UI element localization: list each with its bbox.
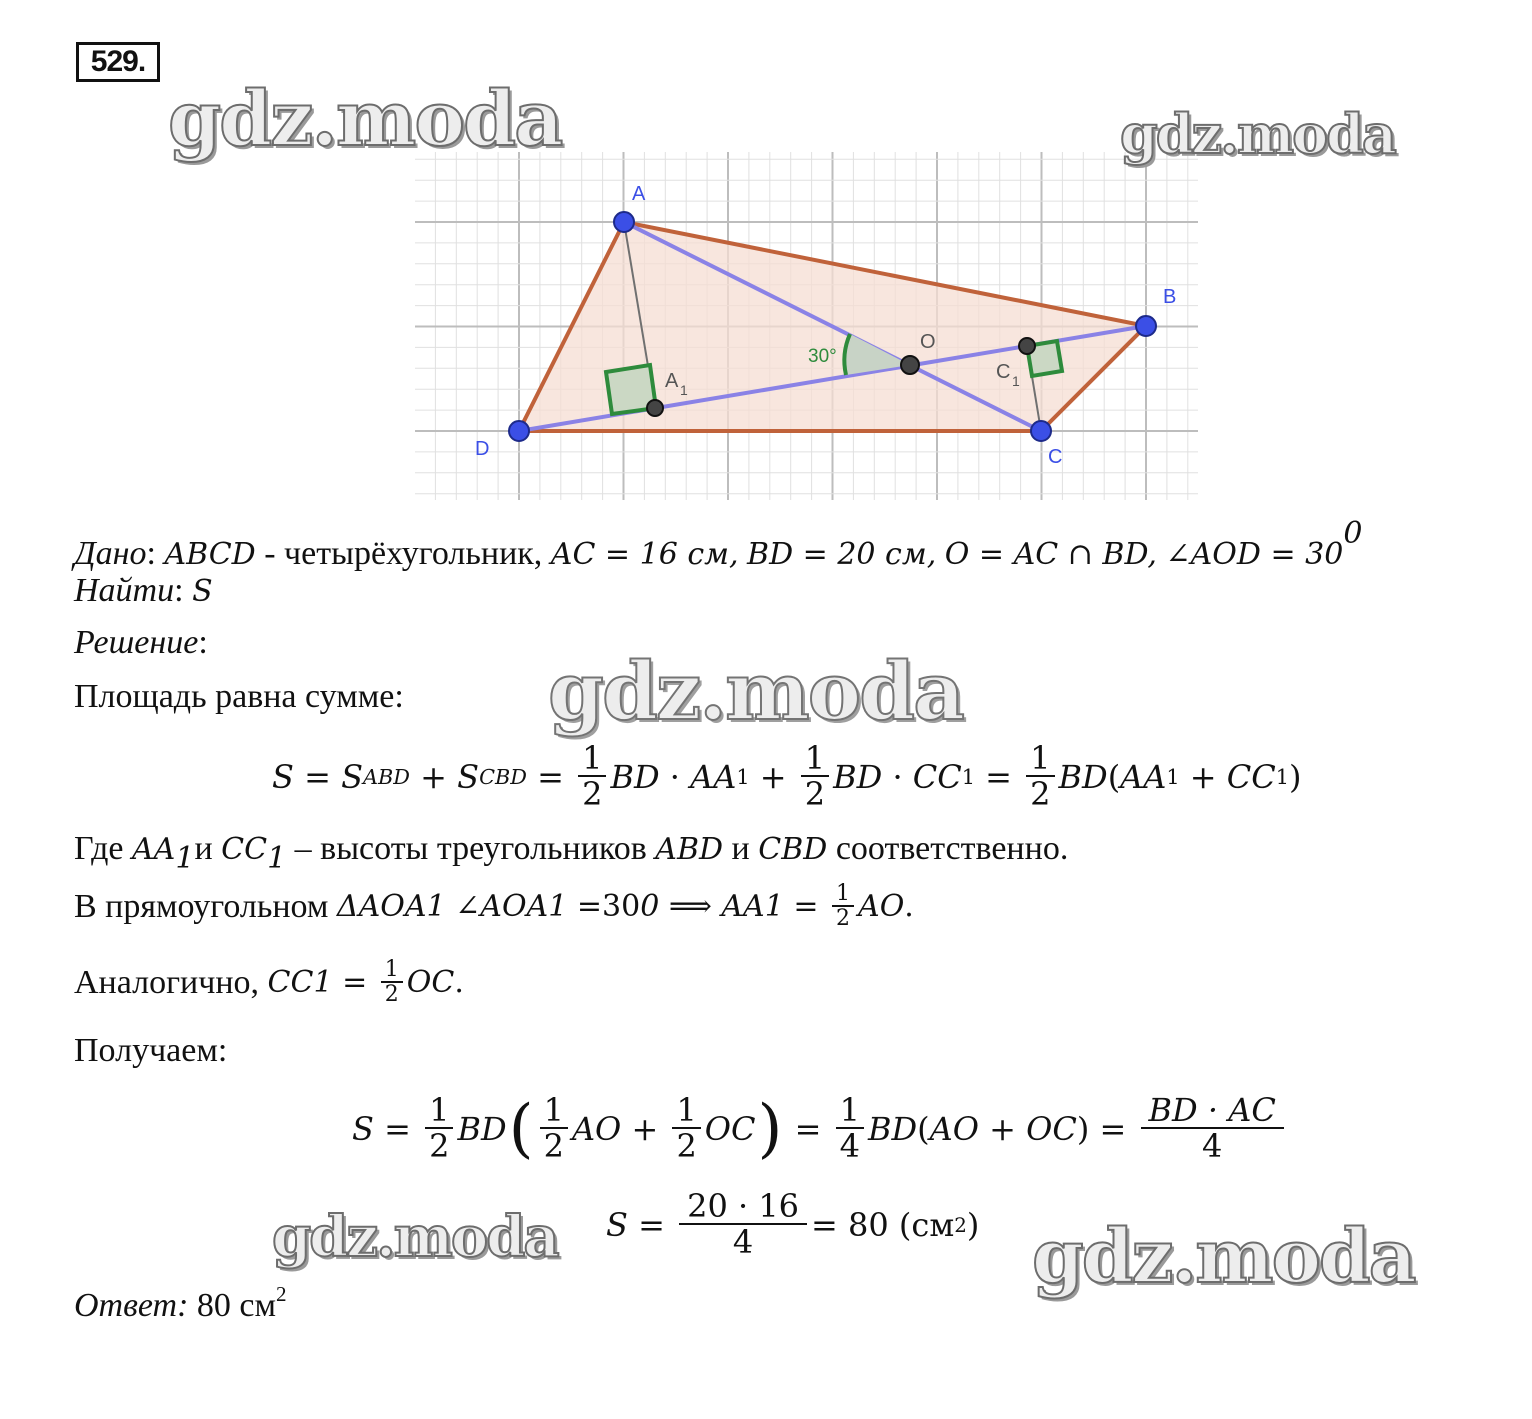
f1-bd-3: BD (1058, 758, 1108, 796)
label-b: B (1163, 286, 1177, 308)
vertex-d (509, 421, 529, 441)
label-a: A (632, 183, 646, 205)
formula-area-sum: S = S ABD + S CBD = $\frac{1}{2}$ BD · AA 1 + $\frac{1}{2}$ BD · CC 1 = $\frac{1}{2}$ BD ( AA 1 + CC 1 ) (272, 738, 1302, 814)
watermark-3: gdz.moda (548, 644, 963, 738)
label-angle: 30° (808, 346, 837, 367)
point-o (901, 356, 919, 374)
label-a1-sub: 1 (680, 382, 688, 398)
find-value: S (192, 574, 213, 609)
sim-frac: $\frac{1}{2}$ (381, 958, 403, 1007)
given-quad-word: - четырёхугольник, (255, 535, 551, 572)
watermark-5: gdz.moda (1032, 1214, 1415, 1300)
watermark-2: gdz.moda (1120, 102, 1395, 166)
label-c1-sub: 1 (1012, 373, 1020, 389)
f1-s-cbd-sub: CBD (479, 765, 527, 789)
f1-cc1: CC (912, 758, 962, 796)
point-c1 (1019, 338, 1035, 354)
given-label: Дано (74, 535, 147, 572)
given-quad: ABCD (164, 537, 256, 572)
answer-label: Ответ: (74, 1286, 189, 1324)
given-o: O = AC ∩ BD, (944, 537, 1157, 572)
right-tri-text: В прямоугольном (74, 887, 337, 925)
sum-line: Площадь равна сумме: (74, 678, 404, 715)
given-angle: ∠AOD = 30 (1165, 537, 1344, 572)
formula-derivation: S = $\frac{1}{2}$ BD ( $\frac{1}{2}$ AO + $\frac{1}{2}$ OC ) = $\frac{1}{4}$ BD ( AO + OC ) = $\frac{BD \cdot AC}{4}$ (352, 1084, 1288, 1174)
f1-s-abd-sub: ABD (363, 765, 410, 789)
solution-label: Решение (74, 624, 199, 661)
f1-s: S (272, 758, 294, 796)
label-c1: C (996, 361, 1011, 383)
f1-s-cbd: S (457, 758, 480, 796)
similar-line: Аналогично, CC 1 = $\frac{1}{2}$ OC . (74, 957, 464, 1008)
geometry-figure (410, 150, 1205, 505)
label-c: C (1048, 446, 1063, 468)
where-prefix: Где (74, 830, 132, 867)
rt-frac: $\frac{1}{2}$ (832, 882, 854, 931)
given-angle-sup: 0 (1343, 516, 1363, 551)
vertex-c (1031, 421, 1051, 441)
given-bd: BD = 20 см, (747, 537, 937, 572)
f1-frac-3: $\frac{1}{2}$ (1026, 742, 1054, 813)
given-line: Дано: ABCD - четырёхугольник, AC = 16 см, BD = 20 см, O = AC ∩ BD, ∠AOD = $30^0$ (74, 516, 1363, 572)
solution-line: Решение: (74, 624, 208, 661)
f1-s-abd: S (341, 758, 363, 796)
vertex-a (614, 212, 634, 232)
f1-frac-2: $\frac{1}{2}$ (801, 742, 829, 813)
answer-sup: 2 (276, 1282, 287, 1306)
where-line: Где $AA_1и$ $CC_1$ – высоты треугольников ABD и CBD соответственно. (74, 830, 1069, 876)
label-o: O (920, 331, 936, 353)
given-ac: AC = 16 см, (550, 537, 739, 572)
answer-value: 80 см (196, 1286, 276, 1324)
formula-result: S = $\frac{20 \cdot 16}{4}$ = 80 (см 2 ) (606, 1186, 980, 1262)
watermark-1: gdz.moda (168, 74, 562, 163)
vertex-b (1136, 316, 1156, 336)
f1-aa1: AA (690, 758, 737, 796)
find-label: Найти (74, 572, 175, 609)
f1-bd-1: BD (610, 758, 660, 796)
answer-line (74, 1282, 287, 1325)
f1-bd-2: BD (833, 758, 883, 796)
label-d: D (475, 438, 490, 460)
label-a1: A (665, 370, 679, 392)
watermark-4: gdz.moda (272, 1204, 558, 1270)
point-a1 (647, 400, 663, 416)
f1-frac-1: $\frac{1}{2}$ (578, 742, 606, 813)
get-line: Получаем: (74, 1032, 228, 1069)
problem-number: 529. (76, 42, 160, 82)
find-line: Найти: S (74, 572, 213, 609)
right-triangle-line: В прямоугольном ΔAOA 1 ∠AOA 1 = 30 0 ⟹ AA 1 = $\frac{1}{2}$ AO . (74, 881, 914, 932)
